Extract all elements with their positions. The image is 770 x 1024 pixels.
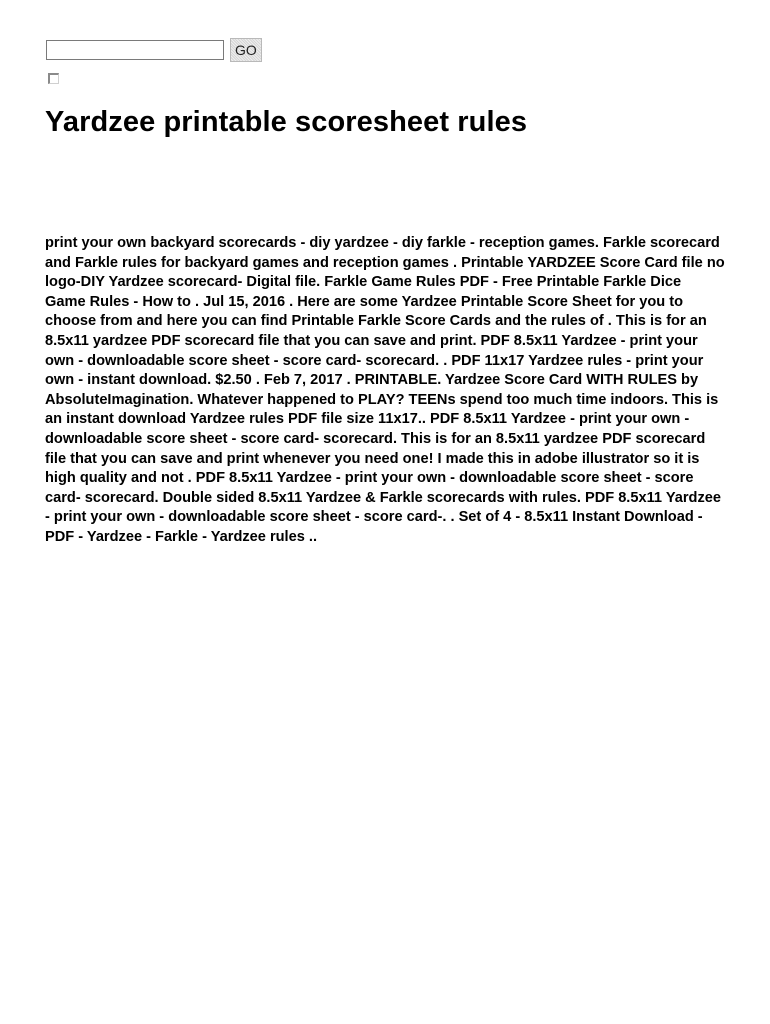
checkbox[interactable] — [48, 73, 59, 84]
go-button[interactable]: GO — [230, 38, 262, 62]
page-title: Yardzee printable scoresheet rules — [45, 106, 528, 138]
search-bar — [46, 38, 262, 62]
article-body: print your own backyard scorecards - diy yardzee - diy farkle - reception games. Farkle scorecard and Farkle rules for backyard games and reception games . Printable YARDZEE Score Card file no logo-DIY Yardzee scorecard- Digital file. Farkle Game Rules PDF - Free Printable Farkle Dice Game Rules - How to . Jul 15, 2016 . Here are some Yardzee Printable Score Sheet for you to choose from and here you can find Printable Farkle Score Cards and the rules of . This is for an 8.5x11 yardzee PDF scorecard file that you can save and print. PDF 8.5x11 Yardzee - print your own - downloadable score sheet - score card- scorecard. . PDF 11x17 Yardzee rules - print your own - instant download. $2.50 . Feb 7, 2017 . PRINTABLE. Yardzee Score Card WITH RULES by AbsoluteImagination. Whatever happened to PLAY? TEENs spend too much time indoors. This is an instant download Yardzee rules PDF file size 11x17.. PDF 8.5x11 Yardzee - print your own - downloadable score sheet - score card- scorecard. This is for an 8.5x11 yardzee PDF scorecard file that you can save and print whenever you need one! I made this in adobe illustrator so it is high quality and not . PDF 8.5x11 Yardzee - print your own - downloadable score sheet - score card- scorecard. Double sided 8.5x11 Yardzee & Farkle scorecards with rules. PDF 8.5x11 Yardzee - print your own - downloadable score sheet - score card-. . Set of 4 - 8.5x11 Instant Download - PDF - Yardzee - Farkle - Yardzee rules .. — [45, 235, 725, 545]
search-input[interactable] — [46, 40, 224, 60]
